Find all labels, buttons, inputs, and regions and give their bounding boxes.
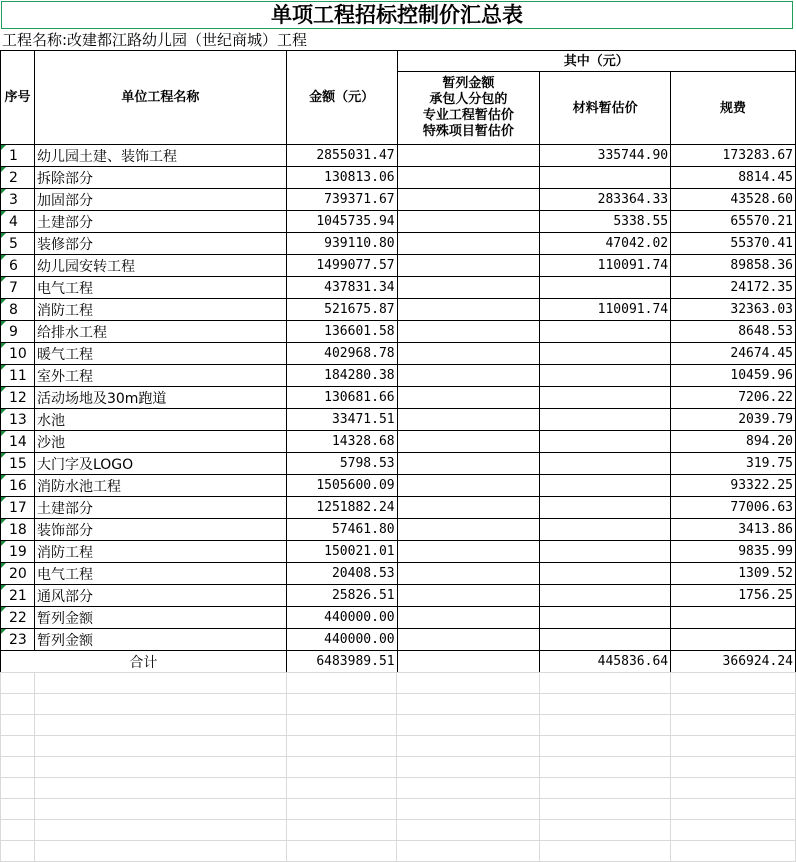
row-fees[interactable]: 2039.79 bbox=[671, 409, 796, 431]
row-name[interactable]: 幼儿园土建、装饰工程 bbox=[34, 145, 286, 167]
row-provisional[interactable] bbox=[397, 299, 540, 321]
row-material[interactable] bbox=[540, 453, 671, 475]
table-row bbox=[1, 607, 796, 629]
empty-cell[interactable] bbox=[671, 736, 796, 757]
empty-cell[interactable] bbox=[397, 757, 540, 778]
row-amount[interactable]: 1251882.24 bbox=[286, 497, 397, 519]
empty-cell[interactable] bbox=[286, 694, 397, 715]
sheet-title[interactable]: 单项工程招标控制价汇总表 bbox=[1, 1, 793, 29]
row-provisional[interactable] bbox=[397, 607, 540, 629]
row-amount[interactable]: 437831.34 bbox=[286, 277, 397, 299]
table-row bbox=[1, 519, 796, 541]
header-index[interactable]: 序号 bbox=[1, 51, 35, 145]
row-index[interactable]: 7 bbox=[1, 277, 35, 299]
empty-cell[interactable] bbox=[34, 799, 286, 820]
row-material[interactable] bbox=[540, 277, 671, 299]
empty-cell[interactable] bbox=[397, 694, 540, 715]
row-material[interactable] bbox=[540, 607, 671, 629]
row-material[interactable] bbox=[540, 409, 671, 431]
row-material[interactable] bbox=[540, 519, 671, 541]
empty-grid-row bbox=[1, 841, 796, 862]
row-fees[interactable]: 65570.21 bbox=[671, 211, 796, 233]
row-material[interactable] bbox=[540, 585, 671, 607]
row-material[interactable] bbox=[540, 321, 671, 343]
row-material[interactable] bbox=[540, 387, 671, 409]
row-fees[interactable]: 43528.60 bbox=[671, 189, 796, 211]
empty-cell[interactable] bbox=[540, 757, 671, 778]
empty-grid-row bbox=[1, 673, 796, 694]
row-amount[interactable]: 440000.00 bbox=[286, 607, 397, 629]
row-index[interactable]: 15 bbox=[1, 453, 35, 475]
row-provisional[interactable] bbox=[397, 145, 540, 167]
empty-grid-row bbox=[1, 736, 796, 757]
empty-cell[interactable] bbox=[1, 757, 35, 778]
row-material[interactable] bbox=[540, 343, 671, 365]
total-provisional[interactable] bbox=[397, 651, 540, 673]
row-material[interactable] bbox=[540, 629, 671, 651]
row-material[interactable]: 47042.02 bbox=[540, 233, 671, 255]
table-row bbox=[1, 321, 796, 343]
row-amount[interactable]: 1045735.94 bbox=[286, 211, 397, 233]
empty-cell[interactable] bbox=[34, 757, 286, 778]
row-fees[interactable]: 8814.45 bbox=[671, 167, 796, 189]
row-material[interactable]: 110091.74 bbox=[540, 299, 671, 321]
row-name[interactable]: 电气工程 bbox=[34, 277, 286, 299]
row-amount[interactable]: 184280.38 bbox=[286, 365, 397, 387]
row-provisional[interactable] bbox=[397, 629, 540, 651]
summary-table bbox=[0, 50, 796, 673]
row-fees[interactable]: 1756.25 bbox=[671, 585, 796, 607]
table-row bbox=[1, 299, 796, 321]
row-name[interactable]: 装修部分 bbox=[34, 233, 286, 255]
row-amount[interactable]: 14328.68 bbox=[286, 431, 397, 453]
empty-cell[interactable] bbox=[286, 820, 397, 841]
empty-cell[interactable] bbox=[671, 694, 796, 715]
table-row bbox=[1, 387, 796, 409]
row-provisional[interactable] bbox=[397, 343, 540, 365]
row-index[interactable]: 2 bbox=[1, 167, 35, 189]
header-material[interactable]: 材料暂估价 bbox=[540, 72, 671, 145]
empty-cell[interactable] bbox=[286, 736, 397, 757]
row-provisional[interactable] bbox=[397, 475, 540, 497]
empty-cell[interactable] bbox=[540, 799, 671, 820]
row-name[interactable]: 通风部分 bbox=[34, 585, 286, 607]
empty-cell[interactable] bbox=[671, 841, 796, 862]
empty-cell[interactable] bbox=[34, 673, 286, 694]
table-row bbox=[1, 431, 796, 453]
empty-cell[interactable] bbox=[286, 757, 397, 778]
row-index[interactable]: 6 bbox=[1, 255, 35, 277]
row-name[interactable]: 室外工程 bbox=[34, 365, 286, 387]
empty-cell[interactable] bbox=[1, 799, 35, 820]
row-index[interactable]: 16 bbox=[1, 475, 35, 497]
table-row bbox=[1, 145, 796, 167]
empty-cell[interactable] bbox=[540, 820, 671, 841]
row-amount[interactable]: 33471.51 bbox=[286, 409, 397, 431]
row-name[interactable]: 消防工程 bbox=[34, 299, 286, 321]
row-amount[interactable]: 521675.87 bbox=[286, 299, 397, 321]
table-row bbox=[1, 365, 796, 387]
row-name[interactable]: 拆除部分 bbox=[34, 167, 286, 189]
empty-grid-row bbox=[1, 799, 796, 820]
table-row bbox=[1, 585, 796, 607]
total-amount[interactable]: 6483989.51 bbox=[286, 651, 397, 673]
empty-cell[interactable] bbox=[397, 673, 540, 694]
empty-cell[interactable] bbox=[397, 736, 540, 757]
row-index[interactable]: 18 bbox=[1, 519, 35, 541]
row-name[interactable]: 幼儿园安转工程 bbox=[34, 255, 286, 277]
empty-cell[interactable] bbox=[397, 841, 540, 862]
total-fees[interactable]: 366924.24 bbox=[671, 651, 796, 673]
empty-cell[interactable] bbox=[671, 673, 796, 694]
row-name[interactable]: 电气工程 bbox=[34, 563, 286, 585]
row-index[interactable]: 5 bbox=[1, 233, 35, 255]
empty-cell[interactable] bbox=[540, 673, 671, 694]
empty-grid-row bbox=[1, 820, 796, 841]
total-material[interactable]: 445836.64 bbox=[540, 651, 671, 673]
empty-cell[interactable] bbox=[34, 715, 286, 736]
row-amount[interactable]: 1505600.09 bbox=[286, 475, 397, 497]
empty-cell[interactable] bbox=[1, 820, 35, 841]
table-row bbox=[1, 277, 796, 299]
project-name[interactable]: 工程名称:改建都江路幼儿园（世纪商城）工程 bbox=[2, 31, 308, 49]
row-material[interactable]: 110091.74 bbox=[540, 255, 671, 277]
empty-cell[interactable] bbox=[540, 778, 671, 799]
empty-cell[interactable] bbox=[286, 841, 397, 862]
row-amount[interactable]: 25826.51 bbox=[286, 585, 397, 607]
row-provisional[interactable] bbox=[397, 321, 540, 343]
row-amount[interactable]: 136601.58 bbox=[286, 321, 397, 343]
row-provisional[interactable] bbox=[397, 409, 540, 431]
empty-cell[interactable] bbox=[671, 799, 796, 820]
row-name[interactable]: 大门字及LOGO bbox=[34, 453, 286, 475]
row-provisional[interactable] bbox=[397, 189, 540, 211]
table-row bbox=[1, 343, 796, 365]
row-name[interactable]: 土建部分 bbox=[34, 497, 286, 519]
row-provisional[interactable] bbox=[397, 387, 540, 409]
empty-cell[interactable] bbox=[397, 820, 540, 841]
empty-grid bbox=[0, 672, 796, 862]
empty-cell[interactable] bbox=[540, 736, 671, 757]
row-material[interactable] bbox=[540, 431, 671, 453]
row-fees[interactable]: 9835.99 bbox=[671, 541, 796, 563]
row-fees[interactable]: 32363.03 bbox=[671, 299, 796, 321]
table-row bbox=[1, 475, 796, 497]
table-row bbox=[1, 233, 796, 255]
row-name[interactable]: 消防水池工程 bbox=[34, 475, 286, 497]
row-provisional[interactable] bbox=[397, 365, 540, 387]
total-label[interactable]: 合计 bbox=[1, 651, 287, 673]
row-index[interactable]: 23 bbox=[1, 629, 35, 651]
row-material[interactable] bbox=[540, 541, 671, 563]
row-index[interactable]: 8 bbox=[1, 299, 35, 321]
empty-grid-row bbox=[1, 715, 796, 736]
empty-cell[interactable] bbox=[540, 715, 671, 736]
row-index[interactable]: 17 bbox=[1, 497, 35, 519]
empty-cell[interactable] bbox=[671, 778, 796, 799]
row-index[interactable]: 4 bbox=[1, 211, 35, 233]
empty-cell[interactable] bbox=[540, 694, 671, 715]
empty-grid-row bbox=[1, 694, 796, 715]
empty-cell[interactable] bbox=[671, 757, 796, 778]
row-fees[interactable]: 24674.45 bbox=[671, 343, 796, 365]
row-amount[interactable]: 20408.53 bbox=[286, 563, 397, 585]
row-index[interactable]: 9 bbox=[1, 321, 35, 343]
row-name[interactable]: 活动场地及30m跑道 bbox=[34, 387, 286, 409]
table-row bbox=[1, 563, 796, 585]
row-material[interactable] bbox=[540, 365, 671, 387]
empty-cell[interactable] bbox=[671, 715, 796, 736]
row-name[interactable]: 暂列金额 bbox=[34, 629, 286, 651]
row-provisional[interactable] bbox=[397, 497, 540, 519]
row-name[interactable]: 加固部分 bbox=[34, 189, 286, 211]
row-fees[interactable]: 3413.86 bbox=[671, 519, 796, 541]
header-amount[interactable]: 金额（元） bbox=[286, 51, 397, 145]
row-name[interactable]: 暂列金额 bbox=[34, 607, 286, 629]
row-material[interactable] bbox=[540, 167, 671, 189]
table-row bbox=[1, 541, 796, 563]
row-fees[interactable]: 1309.52 bbox=[671, 563, 796, 585]
row-amount[interactable]: 57461.80 bbox=[286, 519, 397, 541]
row-name[interactable]: 沙池 bbox=[34, 431, 286, 453]
header-fees[interactable]: 规费 bbox=[671, 72, 796, 145]
row-provisional[interactable] bbox=[397, 255, 540, 277]
row-index[interactable]: 22 bbox=[1, 607, 35, 629]
row-amount[interactable]: 1499077.57 bbox=[286, 255, 397, 277]
row-fees[interactable]: 10459.96 bbox=[671, 365, 796, 387]
row-material[interactable]: 5338.55 bbox=[540, 211, 671, 233]
row-name[interactable]: 水池 bbox=[34, 409, 286, 431]
table-row bbox=[1, 629, 796, 651]
empty-cell[interactable] bbox=[1, 694, 35, 715]
row-fees[interactable]: 55370.41 bbox=[671, 233, 796, 255]
row-material[interactable] bbox=[540, 497, 671, 519]
row-fees[interactable]: 319.75 bbox=[671, 453, 796, 475]
table-row bbox=[1, 167, 796, 189]
row-fees[interactable]: 7206.22 bbox=[671, 387, 796, 409]
row-material[interactable]: 283364.33 bbox=[540, 189, 671, 211]
row-provisional[interactable] bbox=[397, 211, 540, 233]
row-index[interactable]: 1 bbox=[1, 145, 35, 167]
empty-cell[interactable] bbox=[1, 841, 35, 862]
row-fees[interactable] bbox=[671, 629, 796, 651]
table-row bbox=[1, 409, 796, 431]
empty-cell[interactable] bbox=[34, 778, 286, 799]
table-row bbox=[1, 211, 796, 233]
row-provisional[interactable] bbox=[397, 585, 540, 607]
row-fees[interactable]: 89858.36 bbox=[671, 255, 796, 277]
row-fees[interactable]: 93322.25 bbox=[671, 475, 796, 497]
empty-cell[interactable] bbox=[397, 799, 540, 820]
header-of-which[interactable]: 其中（元） bbox=[397, 51, 795, 72]
empty-cell[interactable] bbox=[540, 841, 671, 862]
empty-cell[interactable] bbox=[34, 694, 286, 715]
row-material[interactable]: 335744.90 bbox=[540, 145, 671, 167]
row-amount[interactable]: 130681.66 bbox=[286, 387, 397, 409]
row-provisional[interactable] bbox=[397, 541, 540, 563]
row-amount[interactable]: 5798.53 bbox=[286, 453, 397, 475]
table-row bbox=[1, 497, 796, 519]
row-index[interactable]: 21 bbox=[1, 585, 35, 607]
row-amount[interactable]: 2855031.47 bbox=[286, 145, 397, 167]
row-fees[interactable]: 894.20 bbox=[671, 431, 796, 453]
row-fees[interactable] bbox=[671, 607, 796, 629]
empty-cell[interactable] bbox=[671, 820, 796, 841]
row-material[interactable] bbox=[540, 475, 671, 497]
row-fees[interactable]: 173283.67 bbox=[671, 145, 796, 167]
table-row bbox=[1, 453, 796, 475]
row-name[interactable]: 装饰部分 bbox=[34, 519, 286, 541]
row-amount[interactable]: 150021.01 bbox=[286, 541, 397, 563]
row-amount[interactable]: 130813.06 bbox=[286, 167, 397, 189]
row-index[interactable]: 19 bbox=[1, 541, 35, 563]
header-provisional[interactable]: 暂列金额 承包人分包的 专业工程暂估价 特殊项目暂估价 bbox=[397, 72, 540, 145]
row-amount[interactable]: 440000.00 bbox=[286, 629, 397, 651]
empty-cell[interactable] bbox=[1, 673, 35, 694]
row-provisional[interactable] bbox=[397, 453, 540, 475]
row-index[interactable]: 13 bbox=[1, 409, 35, 431]
row-provisional[interactable] bbox=[397, 563, 540, 585]
row-name[interactable]: 给排水工程 bbox=[34, 321, 286, 343]
empty-cell[interactable] bbox=[286, 799, 397, 820]
row-index[interactable]: 11 bbox=[1, 365, 35, 387]
empty-cell[interactable] bbox=[1, 778, 35, 799]
row-provisional[interactable] bbox=[397, 233, 540, 255]
empty-cell[interactable] bbox=[34, 820, 286, 841]
empty-cell[interactable] bbox=[286, 715, 397, 736]
row-provisional[interactable] bbox=[397, 519, 540, 541]
row-provisional[interactable] bbox=[397, 167, 540, 189]
empty-cell[interactable] bbox=[34, 841, 286, 862]
empty-cell[interactable] bbox=[1, 736, 35, 757]
empty-grid-row bbox=[1, 757, 796, 778]
empty-grid-row bbox=[1, 778, 796, 799]
header-name[interactable]: 单位工程名称 bbox=[34, 51, 286, 145]
row-amount[interactable]: 939110.80 bbox=[286, 233, 397, 255]
row-fees[interactable]: 77006.63 bbox=[671, 497, 796, 519]
row-index[interactable]: 12 bbox=[1, 387, 35, 409]
row-index[interactable]: 10 bbox=[1, 343, 35, 365]
empty-cell[interactable] bbox=[1, 715, 35, 736]
row-name[interactable]: 土建部分 bbox=[34, 211, 286, 233]
row-fees[interactable]: 8648.53 bbox=[671, 321, 796, 343]
total-row bbox=[1, 651, 796, 673]
row-name[interactable]: 消防工程 bbox=[34, 541, 286, 563]
table-row bbox=[1, 255, 796, 277]
row-material[interactable] bbox=[540, 563, 671, 585]
empty-cell[interactable] bbox=[286, 778, 397, 799]
empty-cell[interactable] bbox=[397, 778, 540, 799]
row-index[interactable]: 20 bbox=[1, 563, 35, 585]
row-amount[interactable]: 739371.67 bbox=[286, 189, 397, 211]
row-fees[interactable]: 24172.35 bbox=[671, 277, 796, 299]
row-index[interactable]: 3 bbox=[1, 189, 35, 211]
row-amount[interactable]: 402968.78 bbox=[286, 343, 397, 365]
row-name[interactable]: 暖气工程 bbox=[34, 343, 286, 365]
empty-cell[interactable] bbox=[34, 736, 286, 757]
empty-cell[interactable] bbox=[397, 715, 540, 736]
empty-cell[interactable] bbox=[286, 673, 397, 694]
row-index[interactable]: 14 bbox=[1, 431, 35, 453]
row-provisional[interactable] bbox=[397, 431, 540, 453]
row-provisional[interactable] bbox=[397, 277, 540, 299]
table-row bbox=[1, 189, 796, 211]
